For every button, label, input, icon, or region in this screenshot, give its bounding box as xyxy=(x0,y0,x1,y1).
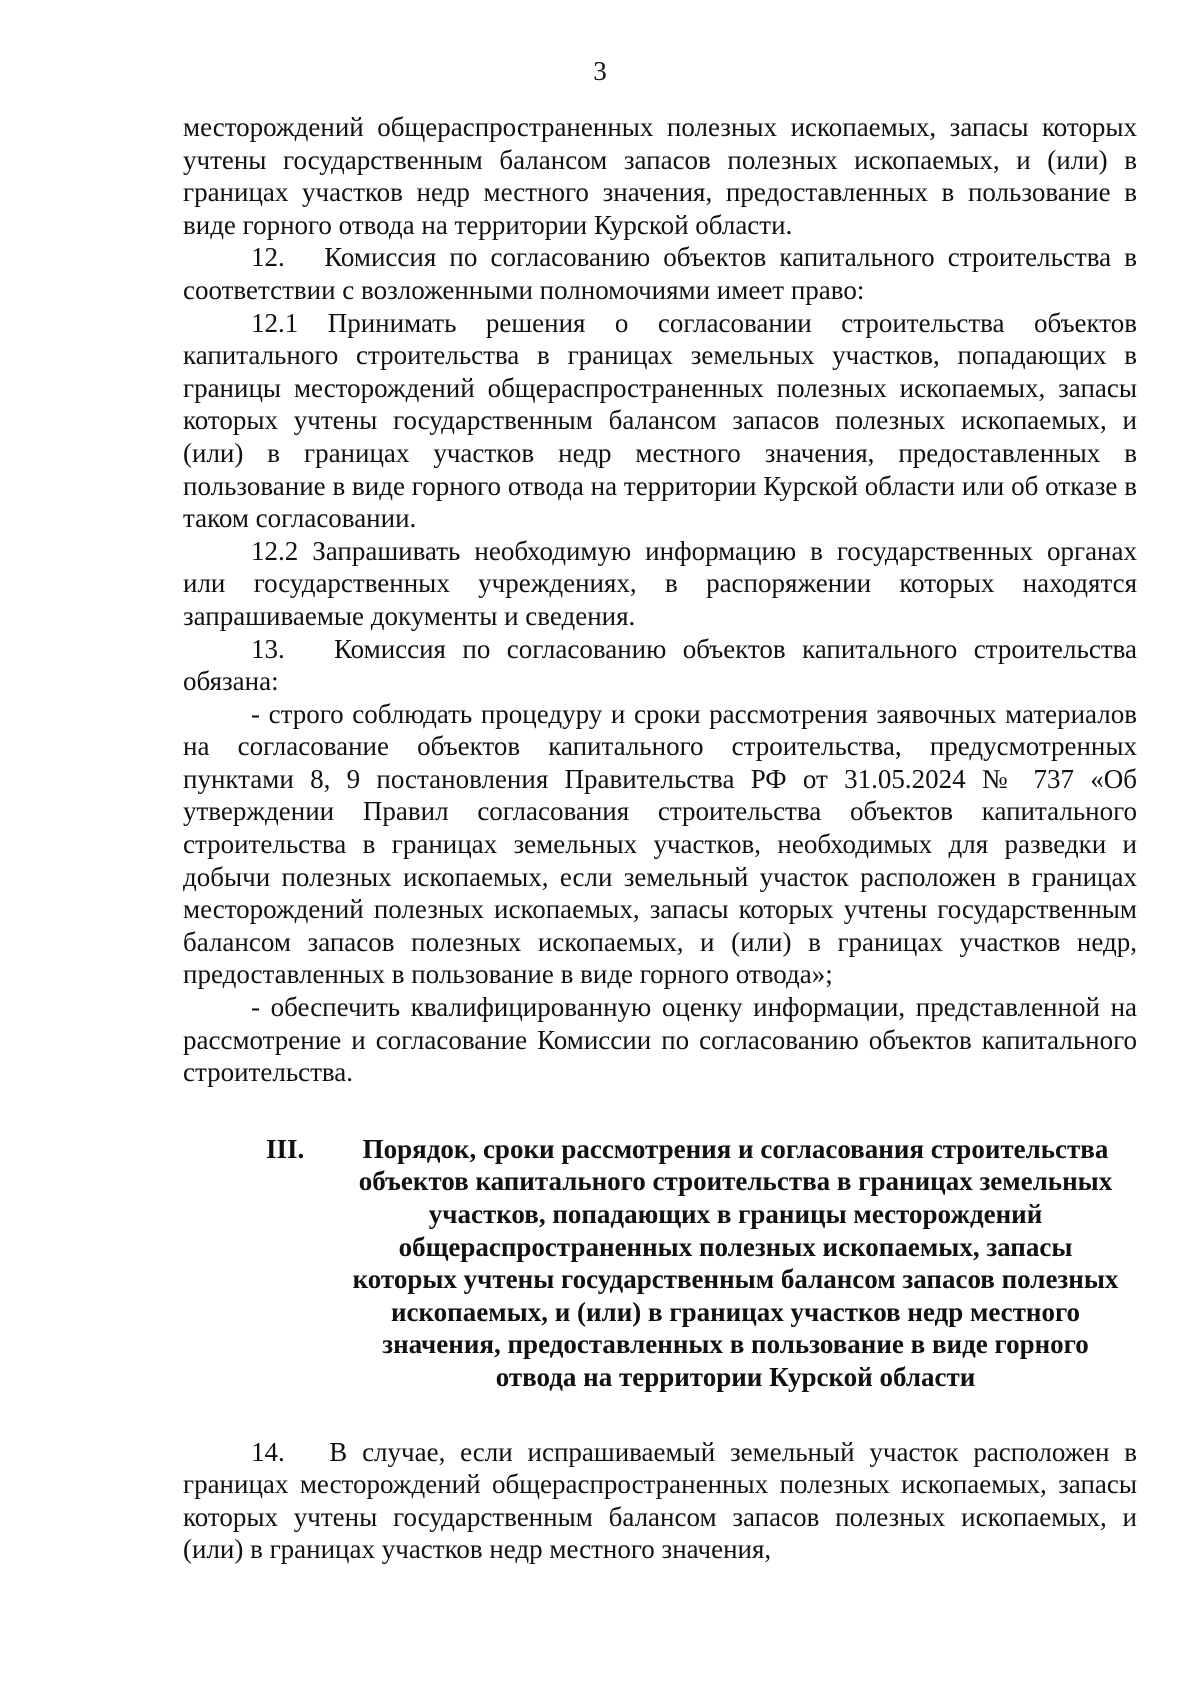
page-number: 3 xyxy=(593,56,607,86)
paragraph-13: 13. Комиссия по согласованию объектов капитального строительства обязана: xyxy=(183,633,1137,697)
document-body xyxy=(183,111,1137,1566)
section-title: Порядок, сроки рассмотрения и согласования строительства объектов капитального строительства в границах земельных участков, попадающих в границы месторождений общераспространенных полезных ископаемых, запасы которых учтены государственным балансом запасов полезных ископаемых, и (или) в границах участков недр местного значения, предоставленных в пользование в виде горного отвода на территории Курской области xyxy=(352,1133,1119,1392)
paragraph-13-item-2: - обеспечить квалифицированную оценку информации, представленной на рассмотрение и согласование Комиссии по согласованию объектов капитального строительства. xyxy=(183,992,1137,1088)
paragraph-12-1: 12.1 Принимать решения о согласовании строительства объектов капитального строительства в границах земельных участков, попадающих в границы месторождений общераспространенных полезных ископаемых, запасы которых учтены государственным балансом запасов полезных ископаемых, и (или) в границах участков недр местного значения, предоставленных в пользование в виде горного отвода на территории Курской области или об отказе в таком согласовании. xyxy=(183,307,1137,534)
spacer xyxy=(183,1394,1137,1436)
section-number: III. xyxy=(266,1133,305,1164)
spacer xyxy=(183,1089,1137,1133)
paragraph-continuation: месторождений общераспространенных полезных ископаемых, запасы которых учтены государственным балансом запасов полезных ископаемых, и (или) в границах участков недр местного значения, предоставленных в пользование в виде горного отвода на территории Курской области. xyxy=(183,112,1137,240)
paragraph-14: 14. В случае, если испрашиваемый земельный участок расположен в границах месторождений общераспространенных полезных ископаемых, запасы которых учтены государственным балансом запасов полезных ископаемых, и (или) в границах участков недр местного значения, xyxy=(183,1436,1137,1565)
paragraph-13-item-1: - строго соблюдать процедуру и сроки рассмотрения заявочных материалов на согласование объектов капитального строительства, предусмотренных пунктами 8, 9 постановления Правительства РФ от 31.05.2024 № 737 «Об утверждении Правил согласования строительства объектов капитального строительства в границах земельных участков, необходимых для разведки и добычи полезных ископаемых, если земельный участок расположен в границах месторождений полезных ископаемых, запасы которых учтены государственным балансом запасов полезных ископаемых, и (или) в границах участков недр, предоставленных в пользование в виде горного отвода»; xyxy=(183,698,1137,990)
paragraph-12-2: 12.2 Запрашивать необходимую информацию в государственных органах или государственных учреждениях, в распоряжении которых находятся запрашиваемые документы и сведения. xyxy=(183,535,1137,631)
paragraph-12: 12. Комиссия по согласованию объектов капитального строительства в соответствии с возложенными полномочиями имеет право: xyxy=(183,242,1137,305)
section-heading xyxy=(183,1133,1137,1394)
